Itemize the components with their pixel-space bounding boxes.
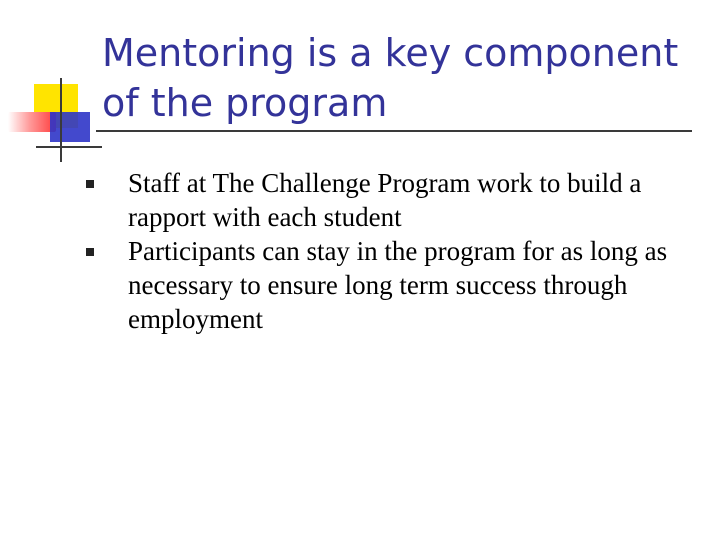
corner-decoration [0, 0, 110, 170]
bullet-item [86, 234, 696, 336]
vertical-rule-decoration [60, 78, 62, 162]
square-bullet-icon [86, 180, 94, 188]
square-bullet-icon [86, 248, 94, 256]
bullet-text: Staff at The Challenge Program work to build a rapport with each student [128, 168, 642, 232]
horizontal-rule-decoration [36, 146, 102, 148]
slide-title: Mentoring is a key component of the program [102, 31, 679, 125]
red-bar-decoration [8, 112, 56, 132]
bullet-list [86, 166, 696, 336]
bullet-text: Participants can stay in the program for as long as necessary to ensure long term success through employment [128, 236, 668, 334]
title-underline [96, 130, 692, 132]
bullet-item [86, 166, 696, 234]
blue-square-decoration [50, 112, 90, 142]
